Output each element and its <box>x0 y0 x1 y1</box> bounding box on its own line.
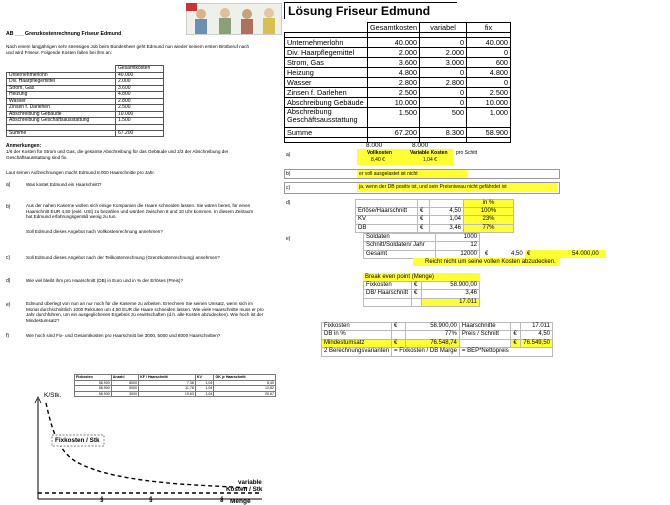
table-row: Unternehmerlohn 40.000 <box>7 72 164 79</box>
minimum-revenue-table <box>321 322 553 357</box>
table-row: 58.900 3000 19,63 1,04 20,67 <box>75 391 276 397</box>
chart-y-label: K/Stk. <box>44 392 62 399</box>
chart-var-label-2: Kosten / Stk <box>226 486 263 493</box>
bep-title: Break even point (Menge) <box>363 273 480 281</box>
answer-e-letter: e) <box>286 236 291 242</box>
table-row: Mindestumsatz € 76.548,74 € 76.549,50 <box>322 339 553 347</box>
table-row: Zinsen f. Darlehen 2.500 <box>7 105 164 112</box>
table-row: Fixkosten € 58.900,00 Haarschnitte 17.011 <box>322 323 553 331</box>
table-row: Soldaten 1000 <box>364 234 480 242</box>
question-a: Was kostet Edmund ein Haarschnitt? <box>26 182 102 187</box>
chart-var-label-1: variable <box>238 479 262 486</box>
question-b-letter: b) <box>6 204 11 210</box>
chart-x-label: Menge <box>230 498 251 505</box>
header-logo-mark <box>186 3 197 11</box>
answer-e-umsatz-cur: € <box>527 251 531 257</box>
table-row: 58.900 8000 7,36 1,04 8,40 <box>75 380 276 386</box>
table-row: DB € 3,46 77% <box>356 224 514 232</box>
question-f: Wie hoch sind Fix- und Gesamtkosten pro Haarschnitt bei 3000, 5000 und 8000 Haarschnitten? <box>26 333 221 338</box>
table-row: Heizung 4.800 <box>7 92 164 99</box>
table-row: Zinsen f. Darlehen 2.500 0 2.500 <box>285 88 511 98</box>
answer-a-unit: pro Schitt <box>456 150 478 156</box>
count-2: 8.000 <box>412 142 429 149</box>
table-row: 17.011 <box>364 298 480 306</box>
table-row: Unternehmerlohn 40.000 0 40.000 <box>285 38 511 48</box>
table-row: Abschreibung Gebäude 10.000 0 10.000 <box>285 98 511 108</box>
intro-text: Nach einem langjährigen sehr stressigen Job beim Bundesheer geht Edmund nun wieder seinem ersten Brotberuf nach und wird Friseur. Folgende Kosten fallen bei ihm an: <box>6 44 250 55</box>
question-c: Soll Edmund dieses Angebot nach der Teilkostenrechnung (Grenzkostenrechnung) annehmen? <box>26 255 220 260</box>
question-d-letter: d) <box>6 278 11 284</box>
answer-e-umsatz: 54.000,00 <box>572 251 599 257</box>
answer-b-letter: b) <box>286 171 291 177</box>
table-row: Erlöse/Haarschnitt € 4,50 100% <box>356 208 514 216</box>
table-row: Abschreibung Geschäftsausstattung 1.500 <box>7 118 164 125</box>
answer-e-price: 4,50 <box>511 251 523 257</box>
table-row: Strom, Gas 3.600 3.000 600 <box>285 58 511 68</box>
table-row: Div. Haarpflegemittel 2.000 2.000 0 <box>285 48 511 58</box>
question-f-letter: f) <box>6 333 10 339</box>
answer-a-vk: 8,40 € <box>371 157 385 163</box>
table-row: Wasser 2.800 <box>7 98 164 105</box>
question-c-letter: c) <box>6 255 11 261</box>
cost-table <box>6 65 164 137</box>
table-row-sum: Summe 67.200 8.300 58.900 <box>285 128 511 138</box>
answer-d-letter: d) <box>286 200 291 206</box>
table-row: Strom, Gas 3.600 <box>7 85 164 92</box>
chart-tick-label: 3 <box>100 497 104 504</box>
table-row: 2 Berechnungsvarianten = Fixkosten / DB Marge = BEP*Nettopreis <box>322 348 553 356</box>
answer-c: ja, wenn der DB positiv ist, und sein Preisniveau nicht gefährdet ist <box>357 183 557 192</box>
table-row: Schnitt/Soldaten/ Jahr 12 <box>364 242 480 250</box>
answer-c-letter: c) <box>286 185 291 191</box>
cost-header: Gesamtkosten <box>116 66 164 73</box>
solution-table: Gesamtkosten variabel fix Unternehmerlohn 40.000 0 40.000 Div. Haarpflegemittel 2.000 2.000 0 Strom, Gas 3.600 3.000 600 Heizung 4.800 0 4.800 Wasser 2.800 2.800 0 Zinsen f. Darlehen 2.500 0 2.500 Abschreibung Gebäude 10.000 0 10.000 Abschreibung Geschäftsausstattung 1.500 500 1.000 Summe 67.200 8.300 58.900 <box>284 22 511 143</box>
question-e-letter: e) <box>6 302 11 308</box>
table-row: Div. Haarpflegemittel 2.000 <box>7 79 164 86</box>
table-row: Abschreibung Gebäude 10.000 <box>7 111 164 118</box>
table-row: Heizung 4.800 0 4.800 <box>285 68 511 78</box>
answer-b: er voll ausgelastet ist nicht <box>357 170 467 178</box>
question-a-letter: a) <box>6 182 11 188</box>
chart-fixkosten-label: Fixkosten / Stk <box>55 437 100 444</box>
cartoon-illustration <box>186 3 282 35</box>
question-b2: Soll Edmund dieses Angebot nach Vollkostenrechnung annehmen? <box>26 229 163 234</box>
table-row: DB/ Haarschnitt € 3,46 <box>364 290 480 298</box>
notes-text: 1/6 der Kosten für Strom und Gas, die gesamte Abschreibung für das Gebäude und 2/3 der Abschreibung der Geschäftsausstattung sind fix. <box>6 149 229 160</box>
table-row: 58.900 5000 11,78 1,04 12,82 <box>75 386 276 392</box>
answer-a-var-label: Variable Kosten <box>410 150 448 156</box>
answer-a-var: 1,04 € <box>423 157 437 163</box>
count-1: 8.000 <box>366 142 383 149</box>
records-text: Laut seinen Aufzeichnungen macht Edmund 8.000 Haarschnitte pro Jahr. <box>6 170 155 175</box>
table-row-sum: Summe 67.200 <box>7 130 164 137</box>
table-row: DB in % 77% Preis / Schnitt € 4,50 <box>322 331 553 339</box>
chart-tick-label: 8 <box>220 497 224 504</box>
answer-a-letter: a) <box>286 152 291 158</box>
table-row: Wasser 2.800 2.800 0 <box>285 78 511 88</box>
question-d: Wie viel bleibt ihm pro Haarschnitt (DB) in Euro und in % der Erlöses (Preis)? <box>26 278 184 283</box>
answer-e-table <box>363 233 480 259</box>
answer-d-table: in % Erlöse/Haarschnitt € 4,50 100% KV € 1,04 23% DB € 3,46 77% <box>355 199 514 233</box>
table-row: Gesamt 12000 <box>364 250 480 258</box>
small-cost-table: Fixkosten Anzahl KF / Haarschnitt KV GK je Haarschnitt 58.900 8000 7,36 1,04 8,40 58.900 5000 11,78 1,04 12,82 58.900 3000 19,63 1,04 20,67 <box>76 375 274 396</box>
solution-title: Lösung Friseur Edmund <box>288 4 431 18</box>
notes-title: Anmerkungen: <box>6 143 42 149</box>
answer-a-vk-label: Vollkosten <box>367 150 392 156</box>
worksheet-heading: AB ___ Grenzkostenrechnung Friseur Edmund <box>6 31 122 37</box>
table-row: Fixkosten € 58.900,00 <box>364 282 480 290</box>
table-row: Abschreibung Geschäftsausstattung 1.500 500 1.000 <box>285 108 511 128</box>
question-e: Edmund überlegt von nun an nur noch für die Kaserne zu arbeiten. Errechnen Sie seinen Umsatz, wenn sich im Monat durchschnittlich 1000 Rekruten um 4,50 EUR die Haare schneiden lassen. Wie viele Haarschnitte muss er pro Jahr durchführen, um ein ausgeglichenes Ergebnis zu erwirtschaften (d.h. alle Kosten abzudecken). Wie hoch ist der Mindestumsatz? <box>26 301 264 323</box>
answer-e-note: Reicht nicht um seine vollen Kosten abzudecken. <box>413 258 559 266</box>
bep-table <box>363 281 480 307</box>
question-b: Aus der nahen Kaserne wollen sich einige Kompanien die Haare schneiden lassen. Sie wären bereit, für einen Haarschnitt EUR 4,50 (exkl. USt) zu bezahlen und würden zwischen 8 und 10 Uhr kommen. In diesem Zeitraum hat Edmund erfahrungsgemäß wenig zu tun. <box>26 203 254 220</box>
chart-tick-label: 5 <box>149 497 153 504</box>
table-row: KV € 1,04 23% <box>356 216 514 224</box>
answer-e-price-cur: € <box>485 251 489 257</box>
